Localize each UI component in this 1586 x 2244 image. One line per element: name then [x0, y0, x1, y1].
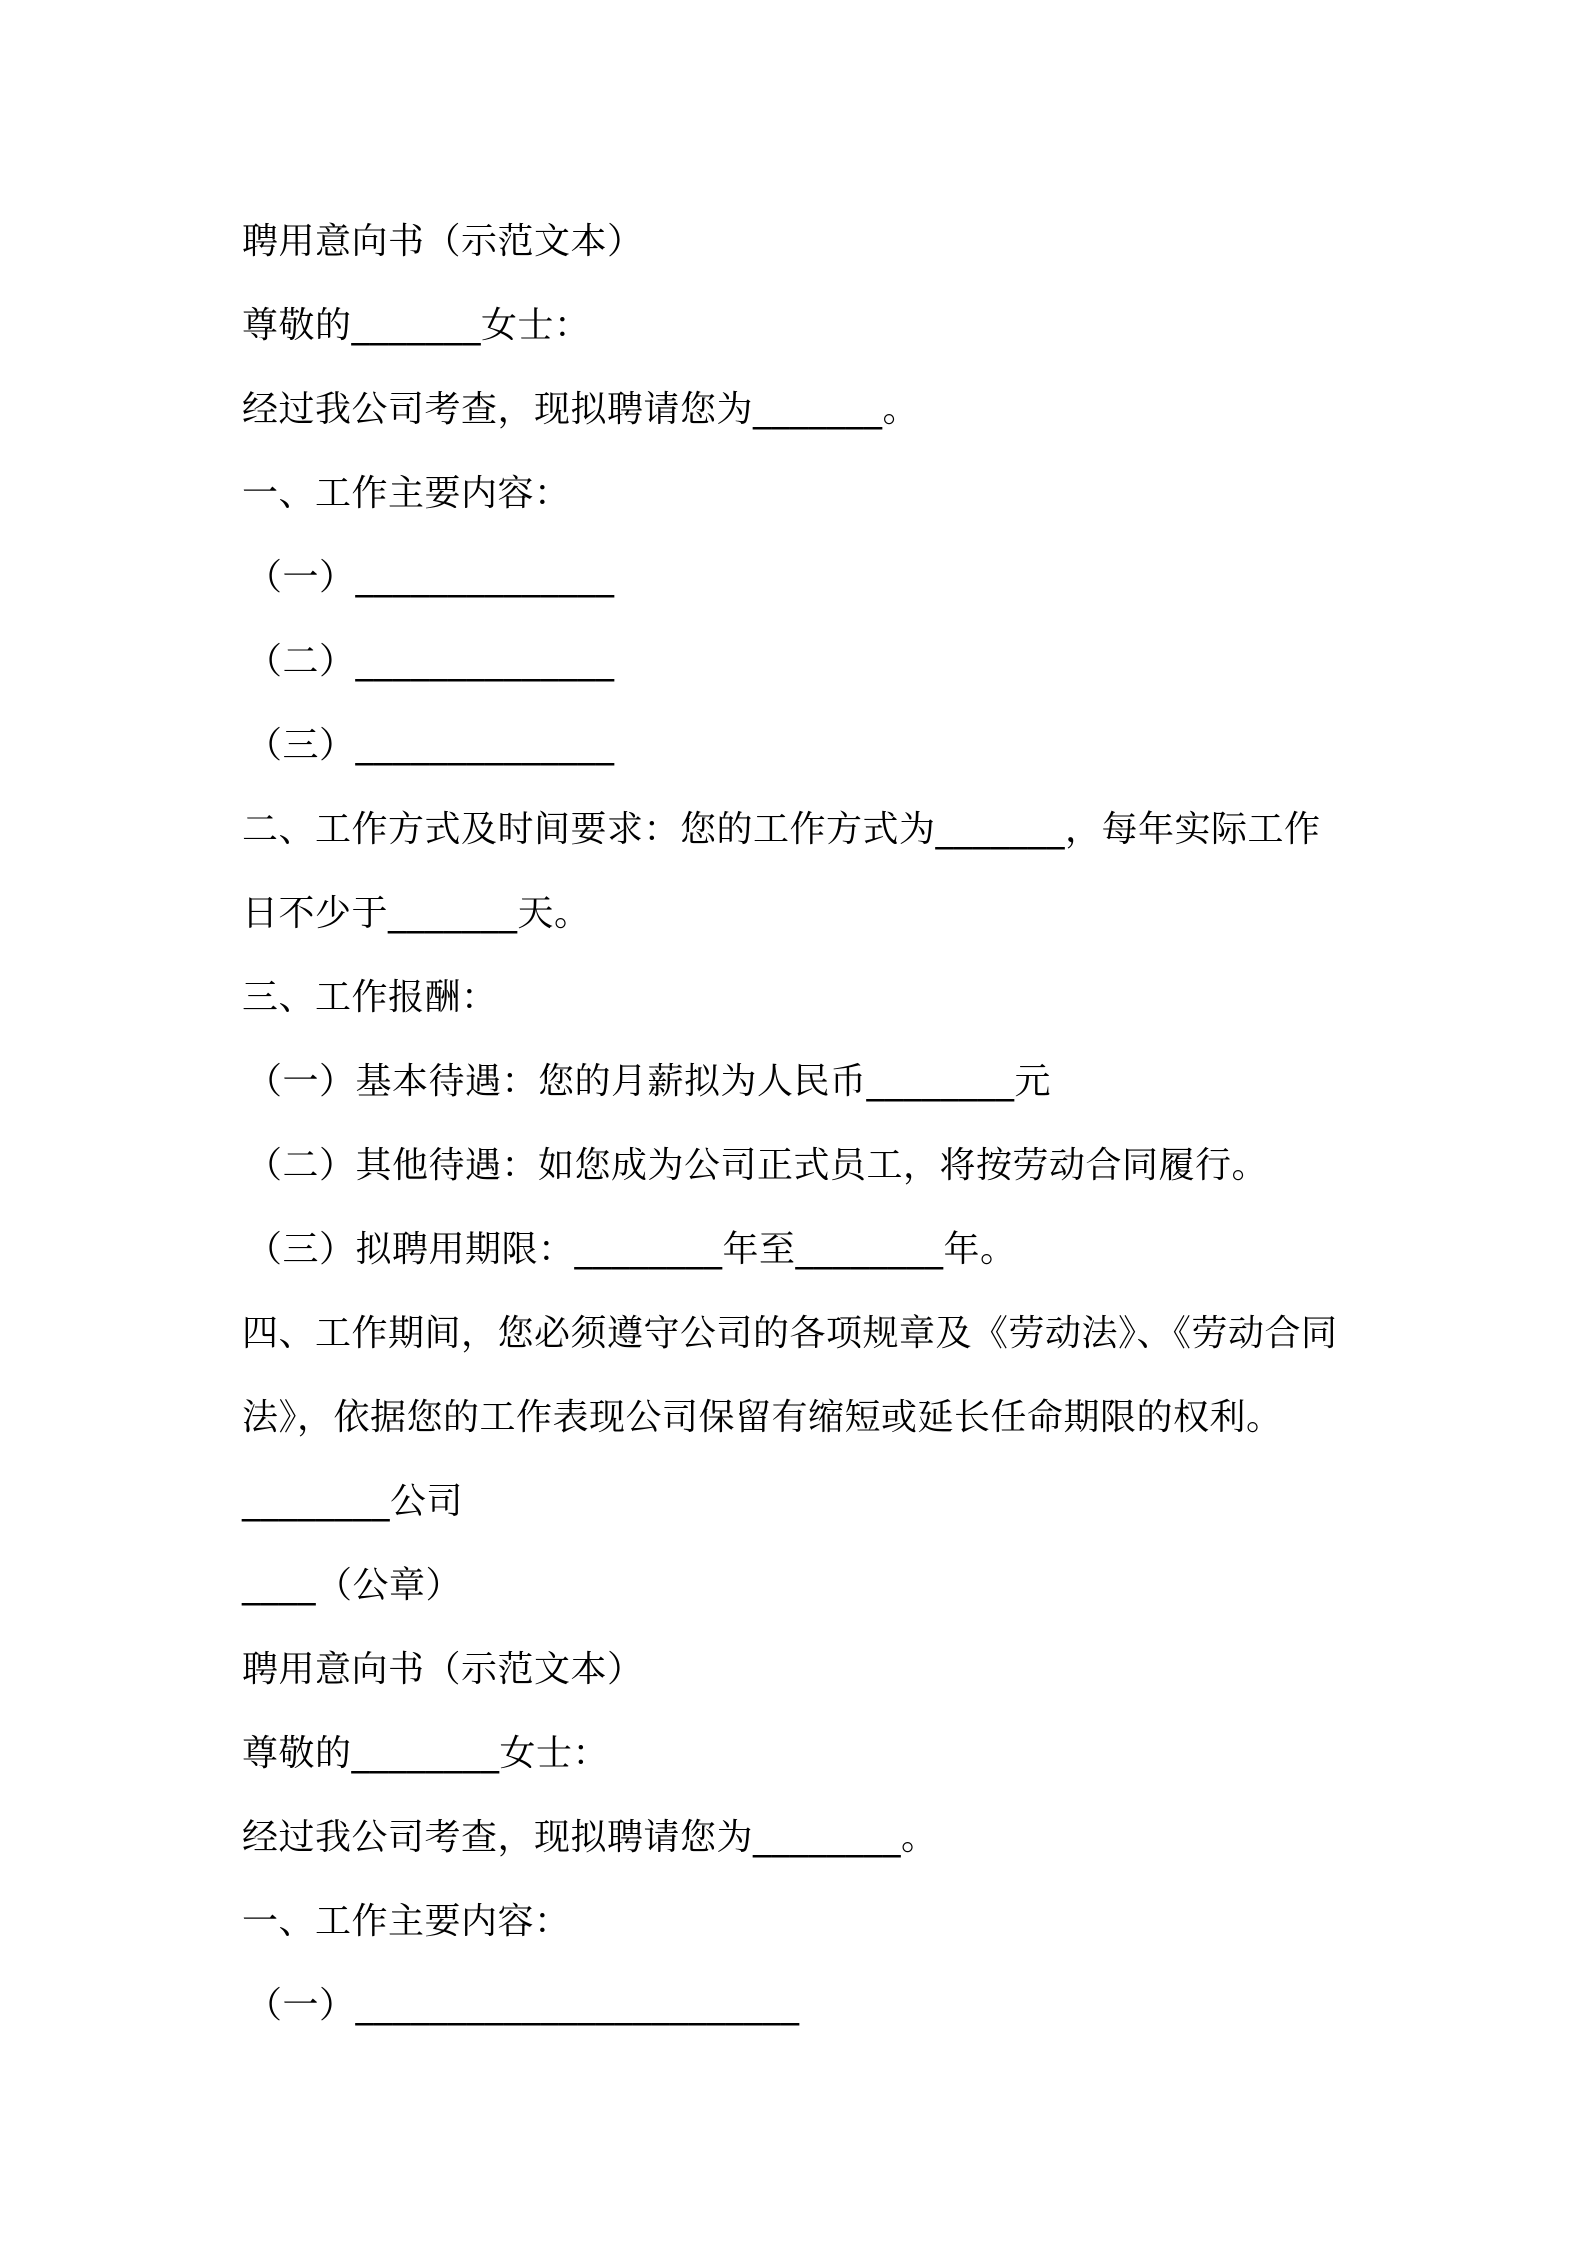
- section-heading-duties-repeat: 一、工作主要内容：: [242, 1901, 571, 1942]
- section-work-method: 二、工作方式及时间要求：您的工作方式为_______，每年实际工作: [242, 809, 1321, 850]
- compensation-item-term: （三）拟聘用期限：________年至________年。: [246, 1229, 1017, 1270]
- document-title-repeat: 聘用意向书（示范文本）: [242, 1649, 644, 1690]
- duty-item-1: （一）______________: [246, 557, 615, 598]
- duty-item-2: （二）______________: [246, 641, 615, 682]
- section-rules-cont: 法》，依据您的工作表现公司保留有缩短或延长任命期限的权利。: [242, 1397, 1283, 1438]
- salutation: 尊敬的_______女士：: [242, 305, 591, 346]
- signature-company: ________公司: [242, 1481, 464, 1522]
- intro-paragraph-repeat: 经过我公司考查，现拟聘请您为________。: [242, 1817, 938, 1858]
- document-body: [242, 200, 1362, 2048]
- document-title: 聘用意向书（示范文本）: [242, 221, 644, 262]
- compensation-item-other: （二）其他待遇：如您成为公司正式员工，将按劳动合同履行。: [246, 1145, 1269, 1186]
- section-heading-compensation: 三、工作报酬：: [242, 977, 498, 1018]
- duty-item-1-repeat: （一）________________________: [246, 1985, 800, 2026]
- compensation-item-basic: （一）基本待遇：您的月薪拟为人民币________元: [246, 1061, 1052, 1102]
- section-rules: 四、工作期间，您必须遵守公司的各项规章及《劳动法》、《劳动合同: [242, 1313, 1338, 1354]
- intro-paragraph: 经过我公司考查，现拟聘请您为_______。: [242, 389, 920, 430]
- section-work-method-cont: 日不少于_______天。: [242, 893, 591, 934]
- salutation-repeat: 尊敬的________女士：: [242, 1733, 610, 1774]
- signature-seal: ____（公章）: [242, 1565, 463, 1606]
- section-heading-duties: 一、工作主要内容：: [242, 473, 571, 514]
- duty-item-3: （三）______________: [246, 725, 615, 766]
